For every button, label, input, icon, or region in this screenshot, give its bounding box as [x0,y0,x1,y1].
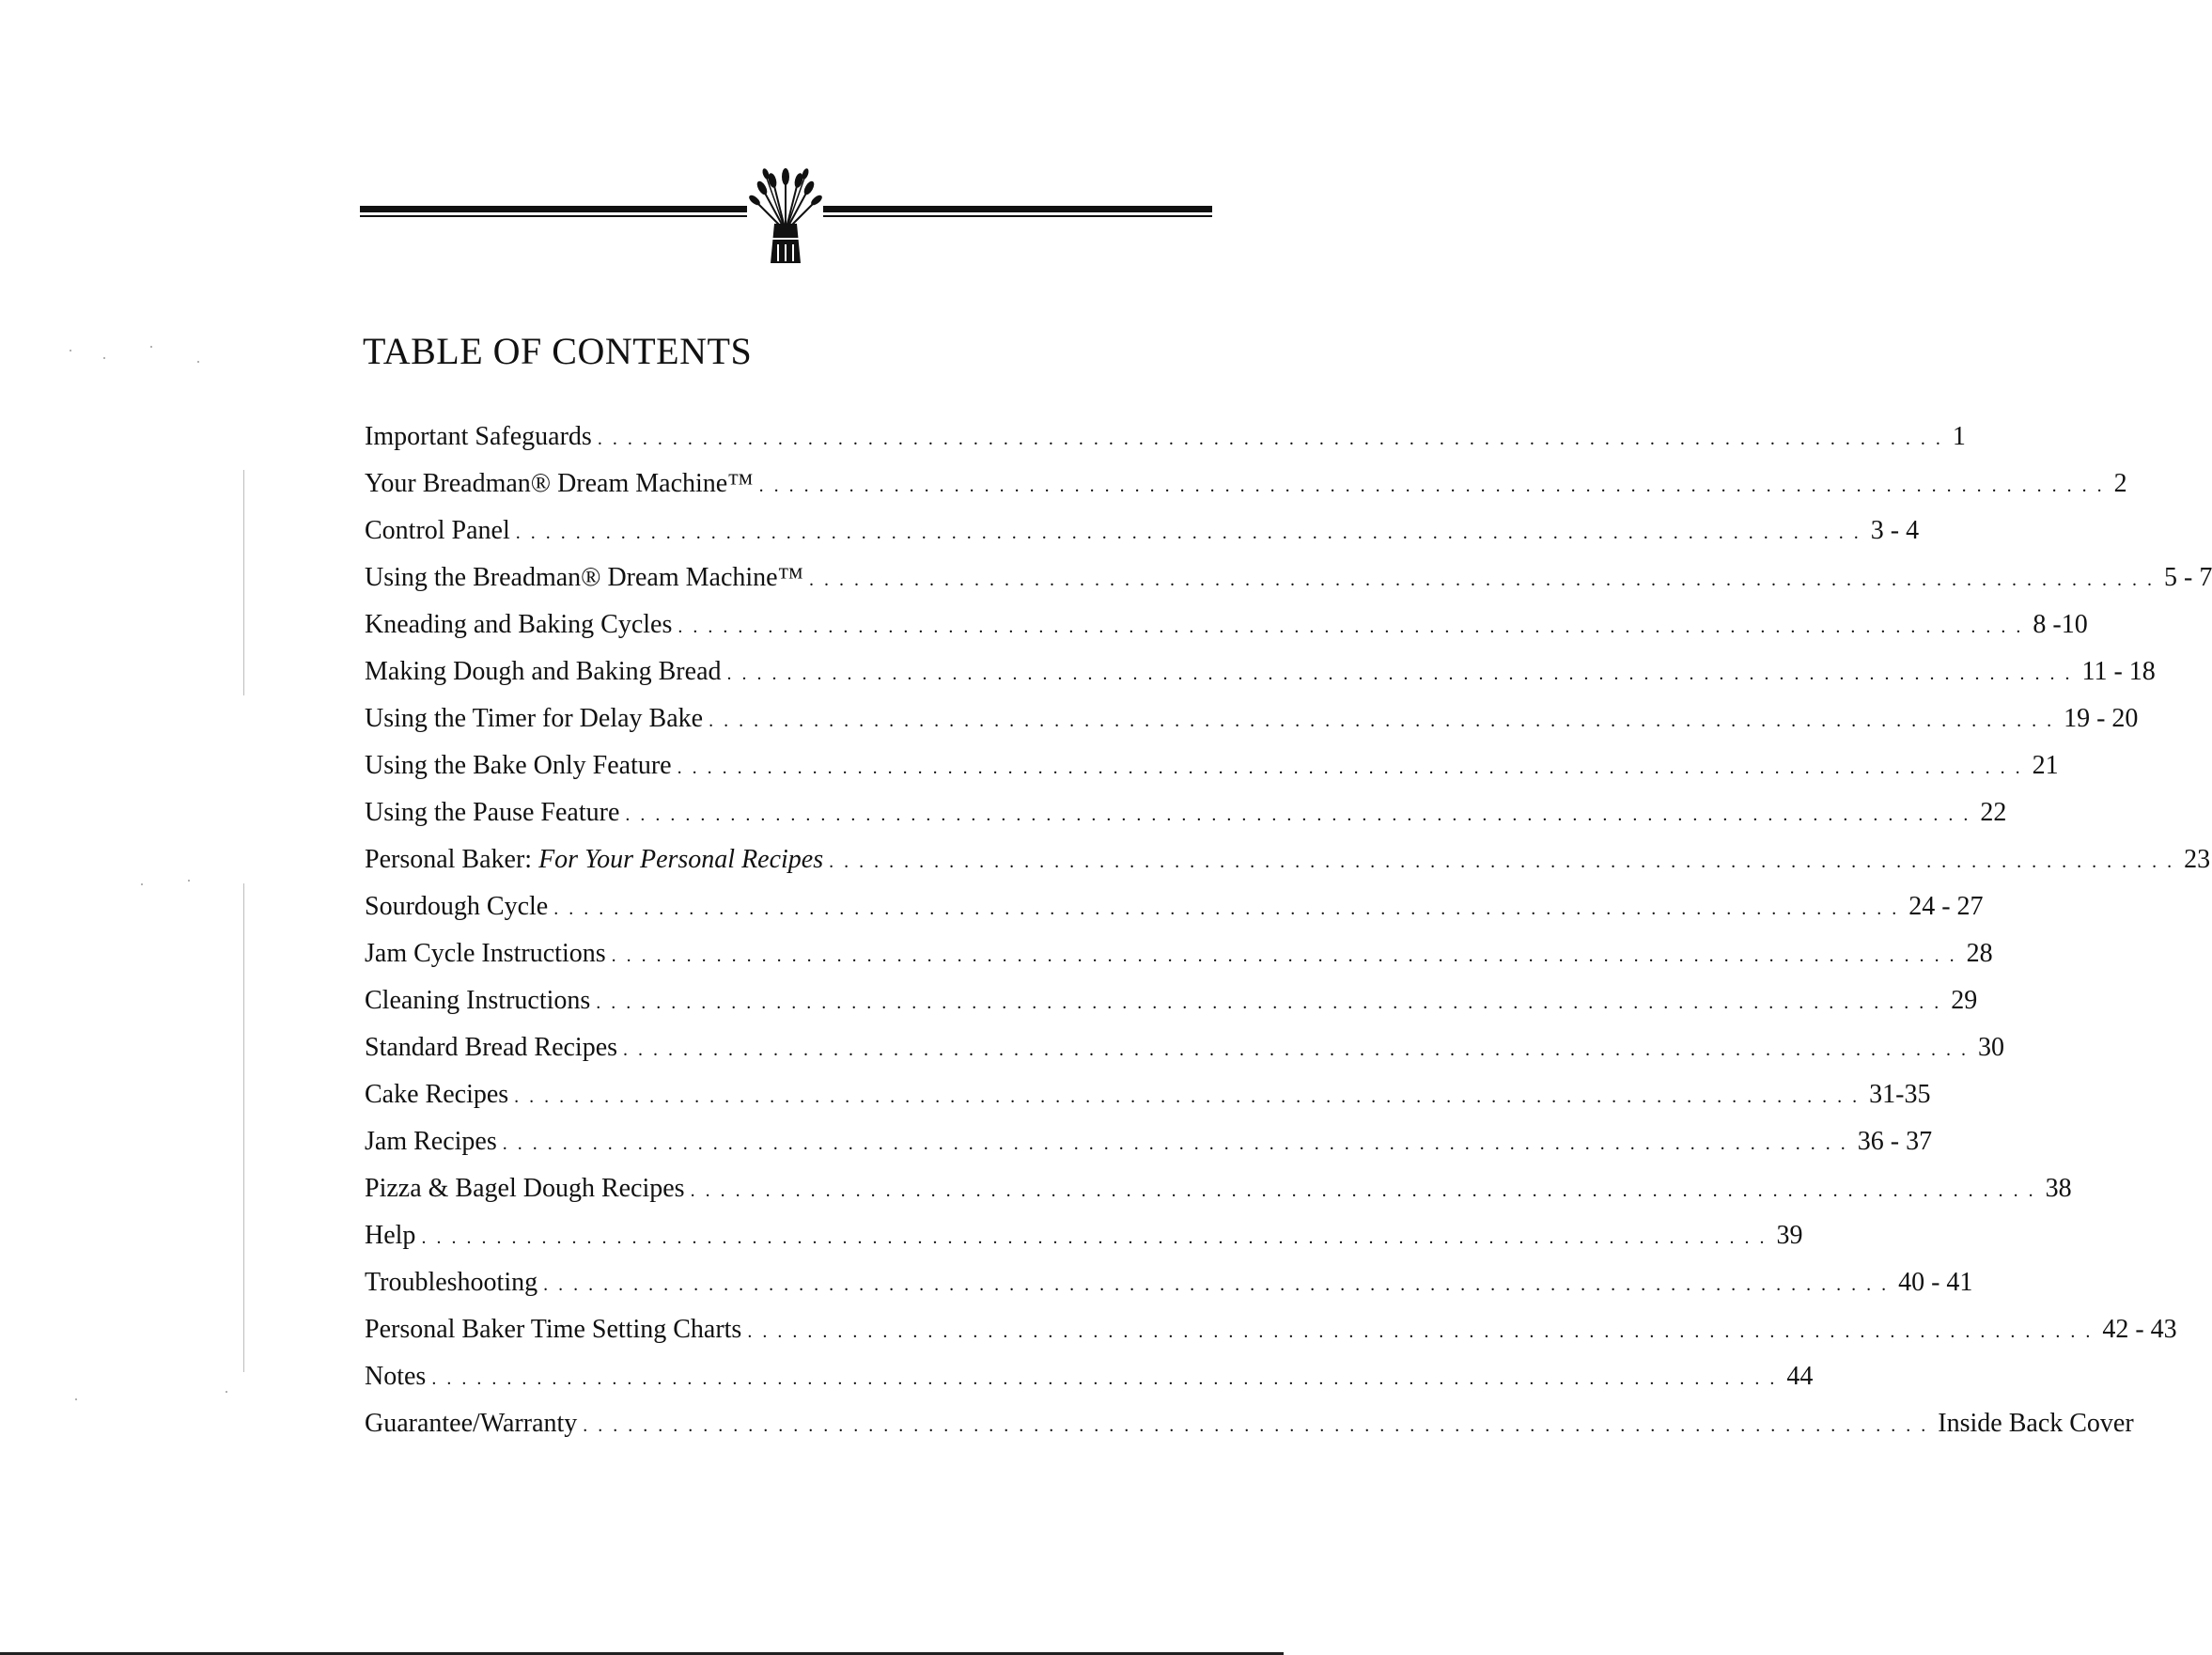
dot-leader: . . . . . . . . . . . . . . . . . . . . . . . . . . . . . . . . . . . . . . . . . . . . . . . . . . . . . . . . . . . . . . . . . . . . . . . . . . . . . . . . . . . . . . . . . . [677,757,2023,778]
scan-speck [70,350,71,351]
toc-entry-label: Kneading and Baking Cycles [365,610,673,639]
dot-leader: . . . . . . . . . . . . . . . . . . . . . . . . . . . . . . . . . . . . . . . . . . . . . . . . . . . . . . . . . . . . . . . . . . . . . . . . . . . . . . . . . . . . . . . . . . [829,851,2175,872]
toc-entry-label: Important Safeguards [365,422,592,451]
toc-entry [365,601,2088,648]
toc-entry-label: Using the Breadman® Dream Machine™ [365,563,804,592]
toc-entry-page: 19 - 20 [2064,704,2139,733]
toc-entry-page: 8 -10 [2033,610,2088,639]
dot-leader: . . . . . . . . . . . . . . . . . . . . . . . . . . . . . . . . . . . . . . . . . . . . . . . . . . . . . . . . . . . . . . . . . . . . . . . . . . . . . . . . . . . . . . . . . . [678,617,2024,637]
toc-entry [365,695,2139,742]
toc-entry-label: Cleaning Instructions [365,986,591,1015]
toc-entry-page: 3 - 4 [1870,516,1920,545]
toc-entry [365,836,2211,883]
toc-entry-page: 44 [1786,1362,1814,1391]
toc-entry-page: 11 - 18 [2081,657,2156,686]
toc-entry-page: 36 - 37 [1857,1127,1933,1156]
toc-entry-label: Standard Bread Recipes [365,1033,618,1062]
dot-leader: . . . . . . . . . . . . . . . . . . . . . . . . . . . . . . . . . . . . . . . . . . . . . . . . . . . . . . . . . . . . . . . . . . . . . . . . . . . . . . . . . . . . . . . . . . [543,1274,1890,1295]
dot-leader: . . . . . . . . . . . . . . . . . . . . . . . . . . . . . . . . . . . . . . . . . . . . . . . . . . . . . . . . . . . . . . . . . . . . . . . . . . . . . . . . . . . . . . . . . . [502,1133,1848,1154]
toc-entry [365,883,1984,930]
header-rule-left [360,206,747,219]
toc-entry-page: 31-35 [1869,1080,1931,1109]
toc-entry-page: 24 - 27 [1908,892,1984,921]
toc-entry-label: Notes [365,1362,427,1391]
scan-speck [150,346,152,348]
toc-entry-page: 2 [2113,469,2127,498]
toc-entry-label: Guarantee/Warranty [365,1409,578,1438]
toc-entry [365,648,2156,695]
header-rule-right [823,206,1212,219]
toc-entry-page: 29 [1951,986,1978,1015]
toc-entry-page: 23 [2184,845,2211,874]
toc-entry-label: Pizza & Bagel Dough Recipes [365,1174,685,1203]
toc-entry-page: 30 [1978,1033,2005,1062]
toc-entry [365,1212,1803,1259]
dot-leader: . . . . . . . . . . . . . . . . . . . . . . . . . . . . . . . . . . . . . . . . . . . . . . . . . . . . . . . . . . . . . . . . . . . . . . . . . . . . . . . . . . . . . . . . . . [623,1039,1970,1060]
toc-entry [365,789,2007,836]
toc-entry-label: Using the Bake Only Feature [365,751,672,780]
dot-leader: . . . . . . . . . . . . . . . . . . . . . . . . . . . . . . . . . . . . . . . . . . . . . . . . . . . . . . . . . . . . . . . . . . . . . . . . . . . . . . . . . . . . . . . . . . [583,1415,1929,1436]
toc-entry-page: Inside Back Cover [1938,1409,2134,1438]
scan-speck [75,1398,77,1400]
toc-entry [365,977,1978,1024]
scan-speck [197,361,199,363]
toc-entry-label-roman: Personal Baker: [365,845,539,874]
dot-leader: . . . . . . . . . . . . . . . . . . . . . . . . . . . . . . . . . . . . . . . . . . . . . . . . . . . . . . . . . . . . . . . . . . . . . . . . . . . . . . . . . . . . . . . . . . [747,1321,2094,1342]
dot-leader: . . . . . . . . . . . . . . . . . . . . . . . . . . . . . . . . . . . . . . . . . . . . . . . . . . . . . . . . . . . . . . . . . . . . . . . . . . . . . . . . . . . . . . . . . . [726,664,2073,684]
toc-entry [365,1259,1973,1306]
toc-entry-label: Making Dough and Baking Bread [365,657,722,686]
table-of-contents [365,414,2212,1447]
toc-entry-page: 22 [1980,798,2007,827]
scan-speck [188,880,190,882]
toc-entry [365,1118,1933,1165]
toc-entry [365,1165,2072,1212]
toc-entry-label: Using the Pause Feature [365,798,620,827]
wheat-sheaf-icon [737,165,834,267]
dot-leader: . . . . . . . . . . . . . . . . . . . . . . . . . . . . . . . . . . . . . . . . . . . . . . . . . . . . . . . . . . . . . . . . . . . . . . . . . . . . . . . . . . . . . . . . . . [625,804,1971,825]
toc-entry-label: Using the Timer for Delay Bake [365,704,704,733]
toc-entry-label: Cake Recipes [365,1080,509,1109]
toc-entry-label: Jam Recipes [365,1127,497,1156]
toc-entry [365,1353,1814,1400]
dot-leader: . . . . . . . . . . . . . . . . . . . . . . . . . . . . . . . . . . . . . . . . . . . . . . . . . . . . . . . . . . . . . . . . . . . . . . . . . . . . . . . . . . . . . . . . . . [758,476,2105,496]
toc-entry-page: 1 [1952,422,1966,451]
dot-leader: . . . . . . . . . . . . . . . . . . . . . . . . . . . . . . . . . . . . . . . . . . . . . . . . . . . . . . . . . . . . . . . . . . . . . . . . . . . . . . . . . . . . . . . . . . [611,945,1957,966]
toc-entry-label: Troubleshooting [365,1268,538,1297]
toc-entry [365,1024,2005,1071]
toc-entry [365,1071,1931,1118]
toc-entry-page: 40 - 41 [1898,1268,1973,1297]
dot-leader: . . . . . . . . . . . . . . . . . . . . . . . . . . . . . . . . . . . . . . . . . . . . . . . . . . . . . . . . . . . . . . . . . . . . . . . . . . . . . . . . . . . . . . . . . . [431,1368,1778,1389]
scan-speck [103,357,105,359]
page-title: TABLE OF CONTENTS [363,330,753,372]
toc-entry-label: Personal Baker Time Setting Charts [365,1315,742,1344]
dot-leader: . . . . . . . . . . . . . . . . . . . . . . . . . . . . . . . . . . . . . . . . . . . . . . . . . . . . . . . . . . . . . . . . . . . . . . . . . . . . . . . . . . . . . . . . . . [597,429,1943,449]
toc-entry-page: 38 [2045,1174,2072,1203]
toc-entry-label: Control Panel [365,516,510,545]
dot-leader: . . . . . . . . . . . . . . . . . . . . . . . . . . . . . . . . . . . . . . . . . . . . . . . . . . . . . . . . . . . . . . . . . . . . . . . . . . . . . . . . . . . . . . . . . . [553,898,1900,919]
toc-entry-page: 28 [1966,939,1993,968]
scan-speck [226,1391,227,1393]
toc-entry-label: Help [365,1221,416,1250]
scan-margin-line [243,883,244,1372]
scan-margin-line [243,470,244,695]
toc-entry [365,930,1993,977]
toc-entry-page: 21 [2032,751,2059,780]
toc-entry-label: Your Breadman® Dream Machine™ [365,469,754,498]
toc-entry [365,461,2127,507]
toc-entry-page: 39 [1776,1221,1803,1250]
dot-leader: . . . . . . . . . . . . . . . . . . . . . . . . . . . . . . . . . . . . . . . . . . . . . . . . . . . . . . . . . . . . . . . . . . . . . . . . . . . . . . . . . . . . . . . . . . [596,992,1942,1013]
dot-leader: . . . . . . . . . . . . . . . . . . . . . . . . . . . . . . . . . . . . . . . . . . . . . . . . . . . . . . . . . . . . . . . . . . . . . . . . . . . . . . . . . . . . . . . . . . [515,523,1862,543]
toc-entry [365,1400,2134,1447]
dot-leader: . . . . . . . . . . . . . . . . . . . . . . . . . . . . . . . . . . . . . . . . . . . . . . . . . . . . . . . . . . . . . . . . . . . . . . . . . . . . . . . . . . . . . . . . . . [809,570,2156,590]
dot-leader: . . . . . . . . . . . . . . . . . . . . . . . . . . . . . . . . . . . . . . . . . . . . . . . . . . . . . . . . . . . . . . . . . . . . . . . . . . . . . . . . . . . . . . . . . . [690,1180,2036,1201]
toc-entry-page: 42 - 43 [2102,1315,2177,1344]
toc-entry-page: 5 - 7 [2164,563,2212,592]
toc-entry [365,507,1920,554]
toc-entry-label: Sourdough Cycle [365,892,549,921]
toc-entry [365,414,1966,461]
toc-entry-label-italic: For Your Personal Recipes [538,845,824,874]
dot-leader: . . . . . . . . . . . . . . . . . . . . . . . . . . . . . . . . . . . . . . . . . . . . . . . . . . . . . . . . . . . . . . . . . . . . . . . . . . . . . . . . . . . . . . . . . . [421,1227,1768,1248]
scan-speck [141,883,143,885]
toc-entry [365,1306,2177,1353]
toc-entry-label [365,836,823,883]
toc-entry [365,742,2059,789]
dot-leader: . . . . . . . . . . . . . . . . . . . . . . . . . . . . . . . . . . . . . . . . . . . . . . . . . . . . . . . . . . . . . . . . . . . . . . . . . . . . . . . . . . . . . . . . . . [709,710,2055,731]
toc-entry [365,554,2212,601]
dot-leader: . . . . . . . . . . . . . . . . . . . . . . . . . . . . . . . . . . . . . . . . . . . . . . . . . . . . . . . . . . . . . . . . . . . . . . . . . . . . . . . . . . . . . . . . . . [514,1086,1861,1107]
toc-entry-label: Jam Cycle Instructions [365,939,606,968]
